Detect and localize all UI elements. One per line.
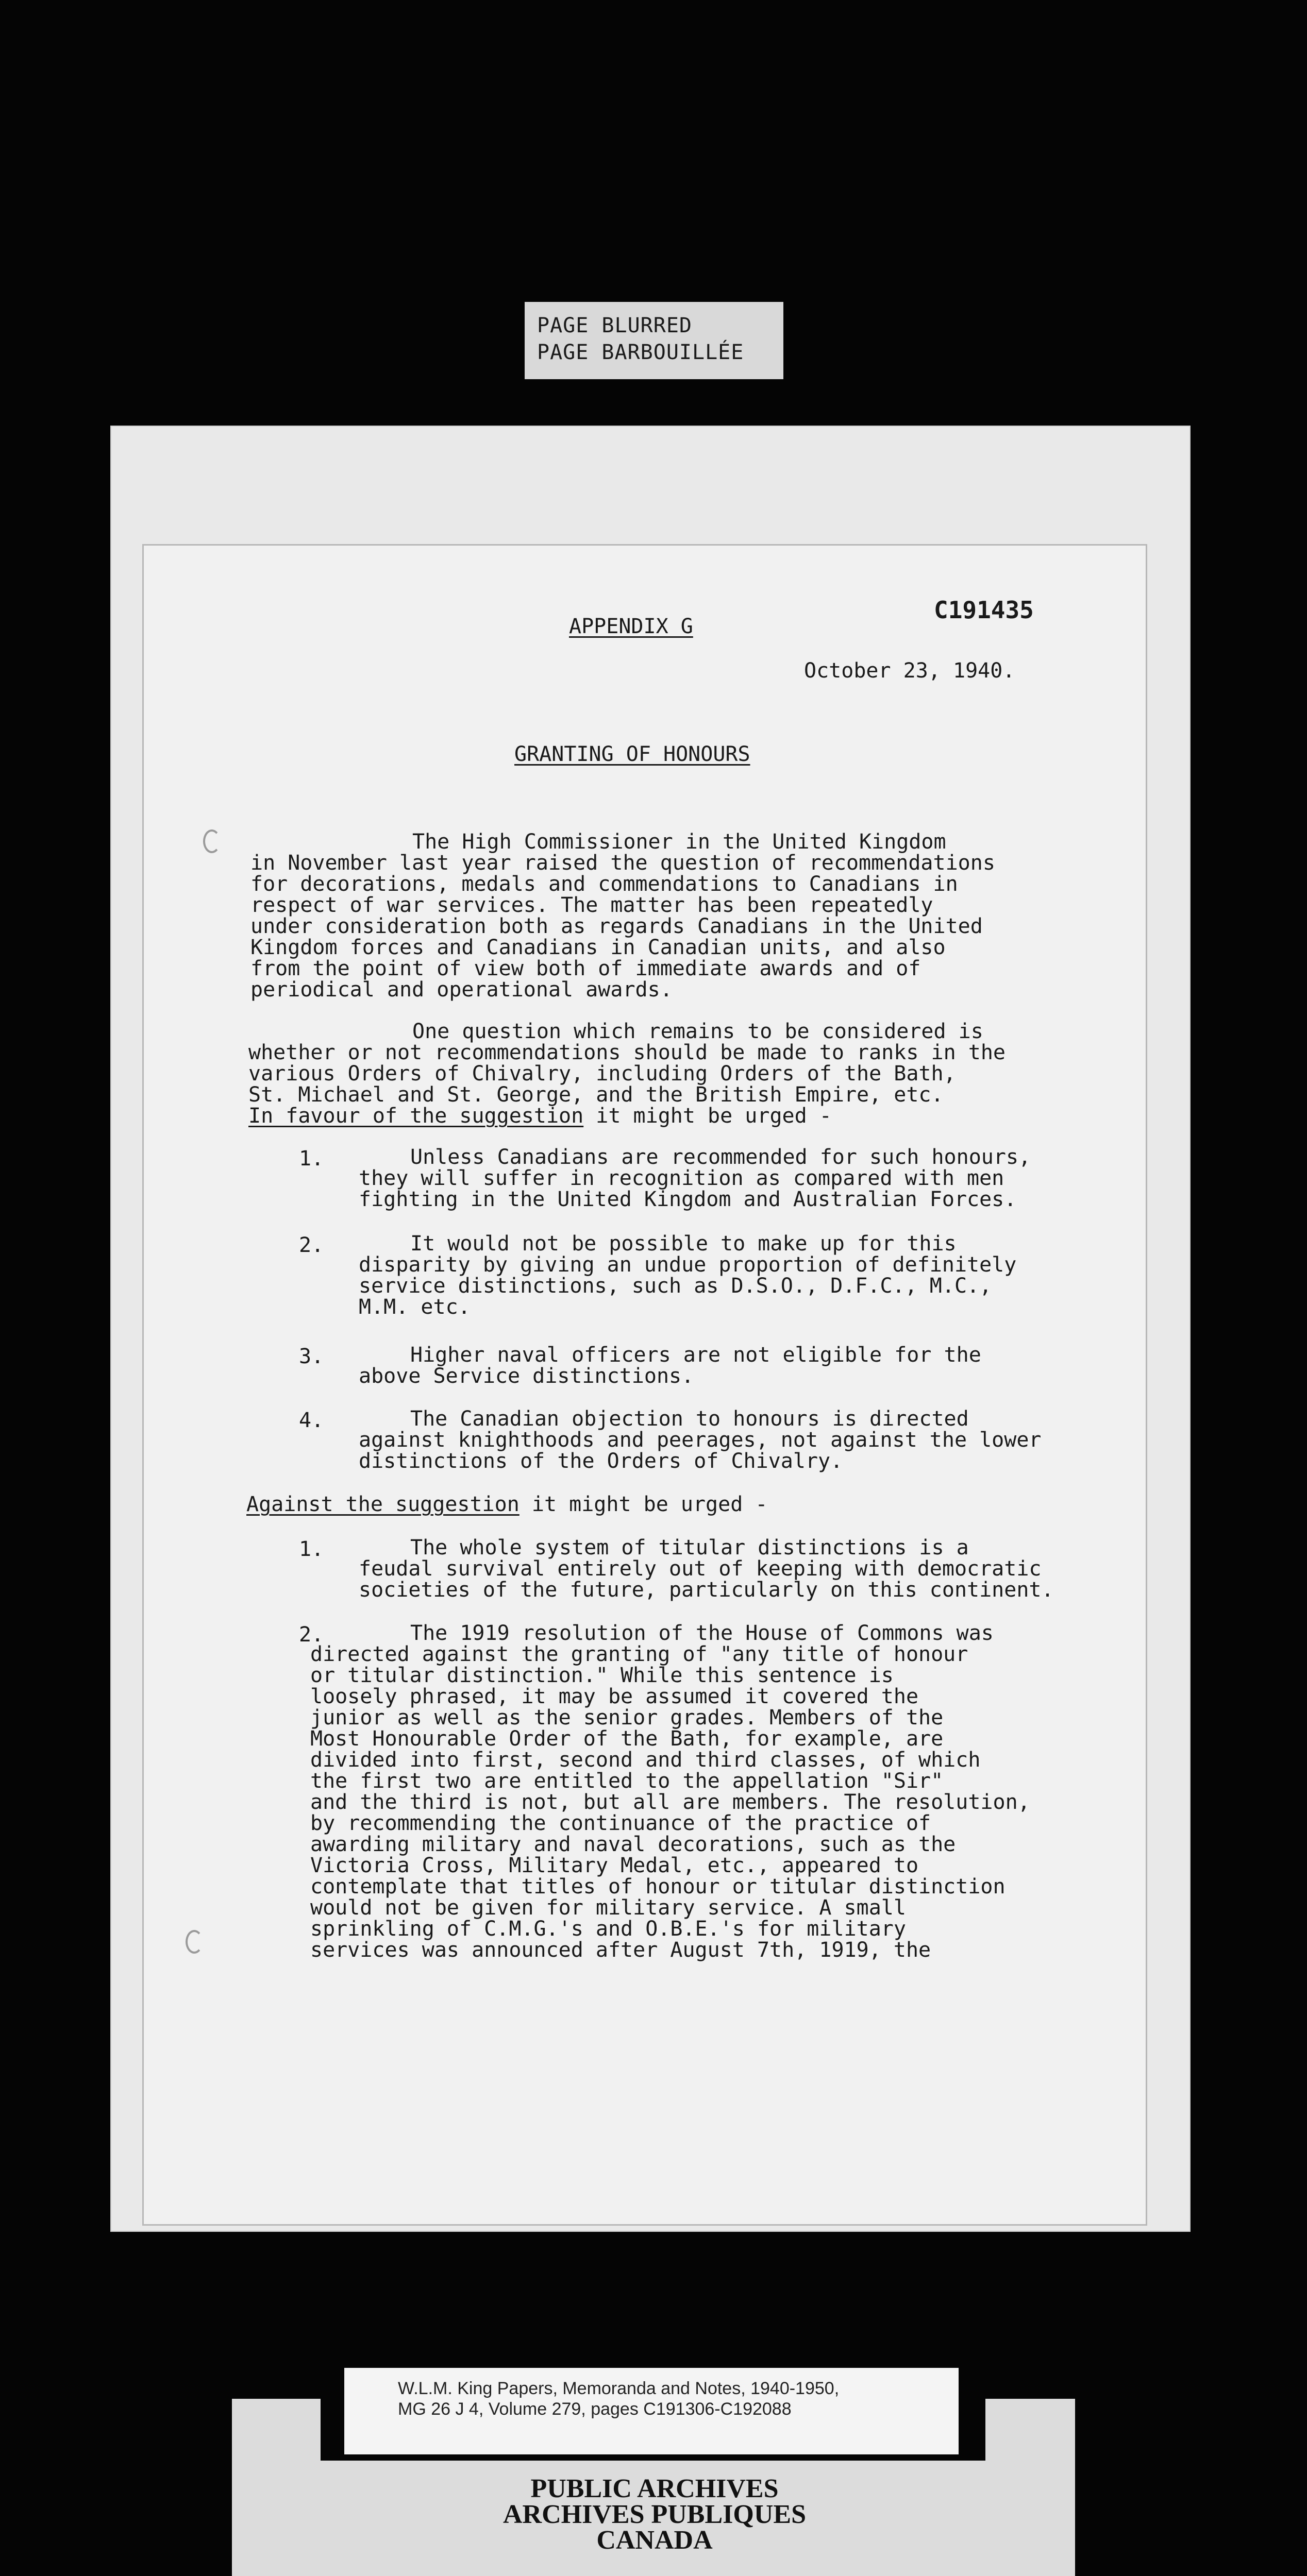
document-number: C191435 <box>934 596 1034 624</box>
favour-heading: In favour of the suggestion <box>248 1104 584 1128</box>
favour-item-3 <box>359 1345 981 1387</box>
intro-line: from the point of view both of immediate awards and of <box>250 957 921 980</box>
favour-item-number: 4. <box>299 1409 324 1432</box>
favour-suffix: it might be urged - <box>583 1104 832 1128</box>
item-line: Victoria Cross, Military Medal, etc., appeared to <box>310 1854 919 1877</box>
intro-line: periodical and operational awards. <box>250 978 673 1002</box>
intro-line: for decorations, medals and commendations to Canadians in <box>250 872 958 896</box>
item-line: The whole system of titular distinctions is a <box>410 1536 969 1560</box>
against-suffix: it might be urged - <box>519 1493 768 1516</box>
item-line: junior as well as the senior grades. Members of the <box>310 1706 944 1730</box>
favour-item-number: 3. <box>299 1345 324 1368</box>
item-line: they will suffer in recognition as compared with men <box>359 1166 1004 1190</box>
item-line: disparity by giving an undue proportion of definitely <box>359 1253 1017 1277</box>
against-item-2 <box>310 1623 1030 1961</box>
hole-punch-mark-bottom <box>186 1930 203 1954</box>
question-line: various Orders of Chivalry, including Orders of the Bath, <box>248 1062 956 1086</box>
item-line: feudal survival entirely out of keeping with democratic <box>359 1557 1042 1581</box>
item-line: The Canadian objection to honours is directed <box>410 1407 969 1431</box>
intro-line: respect of war services. The matter has been repeatedly <box>250 893 933 917</box>
against-item-number: 1. <box>299 1537 324 1561</box>
citation-line-1: W.L.M. King Papers, Memoranda and Notes, 1940-1950, <box>398 2379 840 2398</box>
item-line: awarding military and naval decorations, such as the <box>310 1833 956 1856</box>
item-line: Unless Canadians are recommended for such honours, <box>410 1145 1031 1169</box>
item-line: above Service distinctions. <box>359 1364 694 1388</box>
item-line: It would not be possible to make up for this <box>410 1232 957 1256</box>
item-line: M.M. etc. <box>359 1295 471 1319</box>
item-line: service distinctions, such as D.S.O., D.F.C., M.C., <box>359 1274 992 1298</box>
against-heading-line <box>246 1494 767 1515</box>
favour-item-2 <box>359 1233 1016 1318</box>
item-line: contemplate that titles of honour or titular distinction <box>310 1875 1006 1899</box>
item-line: distinctions of the Orders of Chivalry. <box>359 1449 843 1473</box>
stamp-line-2: PAGE BARBOUILLÉE <box>537 341 744 364</box>
favour-item-4 <box>359 1409 1042 1472</box>
intro-line: in November last year raised the question of recommendations <box>250 851 995 875</box>
item-line: directed against the granting of "any title of honour <box>310 1642 968 1666</box>
item-line: the first two are entitled to the appellation "Sir" <box>310 1769 944 1793</box>
citation-label <box>344 2368 959 2454</box>
favour-item-number: 1. <box>299 1147 324 1171</box>
appendix-heading: APPENDIX G <box>569 615 693 638</box>
page-blurred-stamp <box>525 302 783 379</box>
item-line: or titular distinction." While this sentence is <box>310 1664 894 1687</box>
intro-line: under consideration both as regards Canadians in the United <box>250 914 983 938</box>
intro-paragraph <box>250 832 995 1001</box>
item-line: Higher naval officers are not eligible for the <box>410 1343 981 1367</box>
question-line: One question which remains to be considered is <box>412 1020 983 1043</box>
question-paragraph <box>248 1021 1006 1127</box>
document-title: GRANTING OF HONOURS <box>514 742 750 766</box>
item-line: services was announced after August 7th, 1919, the <box>310 1938 931 1962</box>
item-line: fighting in the United Kingdom and Australian Forces. <box>359 1188 1017 1211</box>
against-heading: Against the suggestion <box>246 1493 520 1516</box>
archives-line-1: PUBLIC ARCHIVES <box>530 2474 779 2503</box>
citation-line-2: MG 26 J 4, Volume 279, pages C191306-C192088 <box>398 2399 792 2419</box>
archives-stamp <box>490 2476 819 2553</box>
item-line: and the third is not, but all are members. The resolution, <box>310 1790 1030 1814</box>
item-line: divided into first, second and third classes, of which <box>310 1748 981 1772</box>
intro-line: Kingdom forces and Canadians in Canadian units, and also <box>250 936 946 959</box>
item-line: societies of the future, particularly on this continent. <box>359 1578 1054 1602</box>
item-line: Most Honourable Order of the Bath, for example, are <box>310 1727 944 1751</box>
item-line: loosely phrased, it may be assumed it covered the <box>310 1685 919 1708</box>
hole-punch-mark-top <box>203 829 221 853</box>
archives-line-2: ARCHIVES PUBLIQUES <box>502 2500 807 2529</box>
item-line: sprinkling of C.M.G.'s and O.B.E.'s for military <box>310 1917 906 1941</box>
archives-line-3: CANADA <box>596 2526 713 2555</box>
item-line: by recommending the continuance of the practice of <box>310 1811 931 1835</box>
item-line: against knighthoods and peerages, not against the lower <box>359 1428 1042 1452</box>
document-date: October 23, 1940. <box>804 659 1015 683</box>
question-line: St. Michael and St. George, and the British Empire, etc. <box>248 1083 944 1107</box>
stamp-line-1: PAGE BLURRED <box>537 314 692 337</box>
against-item-1 <box>359 1537 1054 1601</box>
against-item-number: 2. <box>299 1623 324 1647</box>
item-line: The 1919 resolution of the House of Commons was <box>410 1621 994 1645</box>
intro-line: The High Commissioner in the United Kingdom <box>412 830 946 854</box>
item-line: would not be given for military service. A small <box>310 1896 906 1920</box>
favour-item-1 <box>359 1147 1031 1210</box>
question-line: whether or not recommendations should be made to ranks in the <box>248 1041 1006 1064</box>
favour-item-number: 2. <box>299 1233 324 1257</box>
